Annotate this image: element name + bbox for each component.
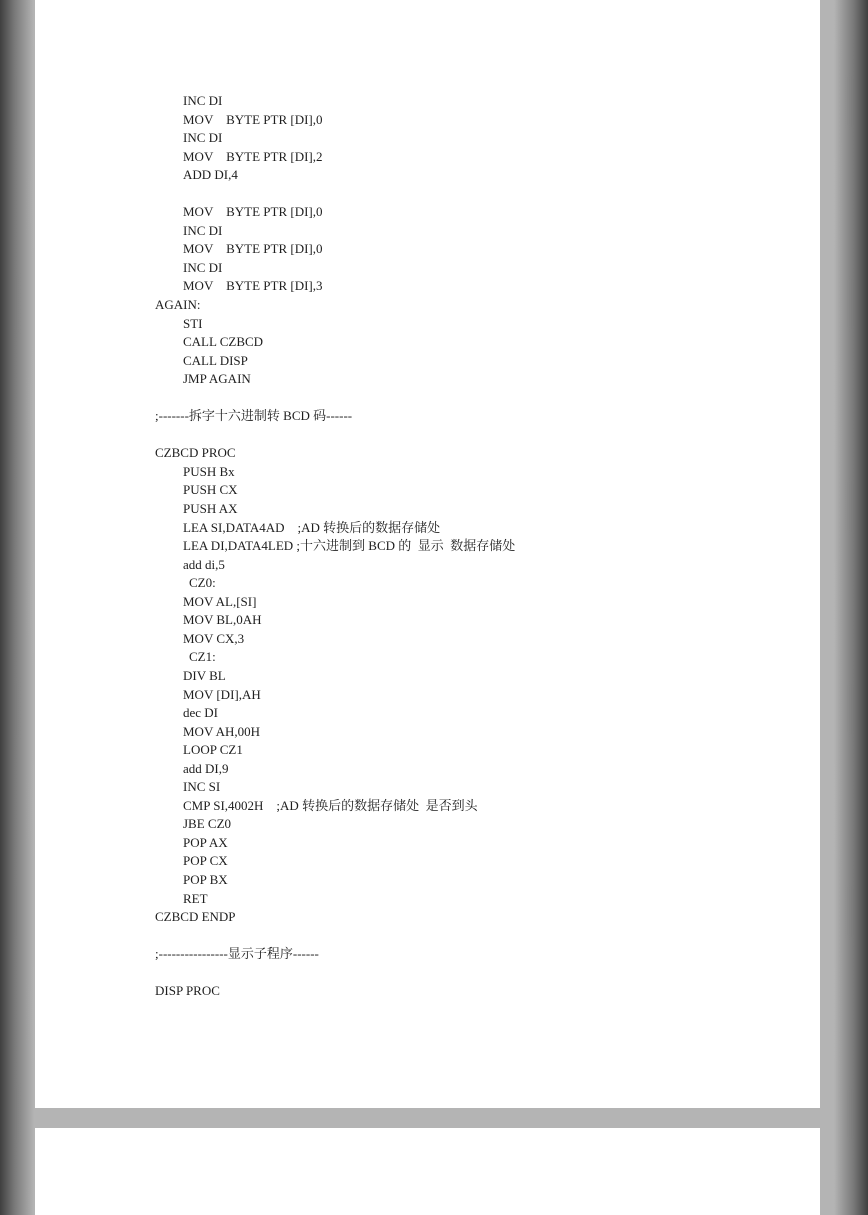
code-line: CALL CZBCD — [183, 334, 264, 350]
code-line: CALL DISP — [183, 352, 248, 368]
code-line: PUSH AX — [183, 501, 238, 517]
document-page — [35, 0, 820, 1108]
code-line: JMP AGAIN — [183, 371, 251, 387]
code-line: MOV BYTE PTR [DI],0 — [183, 241, 323, 257]
code-line: ADD DI,4 — [183, 167, 238, 183]
code-line: ;----------------显示子程序------ — [155, 946, 319, 962]
code-line: INC DI — [183, 259, 223, 275]
blank-line — [35, 389, 367, 408]
code-line: CZBCD ENDP — [155, 909, 236, 925]
code-line: add DI,9 — [183, 760, 229, 776]
document-page-next — [35, 1128, 820, 1215]
code-line: POP AX — [183, 834, 228, 850]
code-line: ;-------拆字十六进制转 BCD 码------ — [155, 408, 353, 424]
code-line: POP BX — [183, 871, 228, 887]
code-line: CZ0: — [189, 575, 216, 591]
code-line: INC SI — [183, 779, 221, 795]
code-line: MOV BYTE PTR [DI],0 — [183, 111, 323, 127]
code-line: CZ1: — [189, 649, 216, 665]
blank-line — [35, 185, 367, 204]
code-line: AGAIN: — [155, 297, 201, 313]
code-line: MOV BYTE PTR [DI],0 — [183, 204, 323, 220]
code-line: CMP SI,4002H ;AD 转换后的数据存储处 是否到头 — [183, 797, 478, 813]
code-line: STI — [183, 315, 203, 331]
code-line: LEA DI,DATA4LED ;十六进制到 BCD 的 显示 数据存储处 — [183, 538, 516, 554]
blank-line — [35, 964, 367, 983]
code-line: MOV [DI],AH — [183, 686, 261, 702]
blank-line — [35, 426, 367, 445]
code-line: add di,5 — [183, 556, 225, 572]
code-line: MOV BYTE PTR [DI],2 — [183, 148, 323, 164]
code-line: MOV AL,[SI] — [183, 593, 257, 609]
code-line: INC DI — [183, 222, 223, 238]
code-line: INC DI — [183, 130, 223, 146]
code-line: PUSH CX — [183, 482, 238, 498]
code-line: MOV AH,00H — [183, 723, 261, 739]
code-line: POP CX — [183, 853, 228, 869]
code-line: dec DI — [183, 705, 219, 721]
code-line: CZBCD PROC — [155, 445, 236, 461]
assembly-code-listing — [35, 92, 516, 1001]
code-line: JBE CZ0 — [183, 816, 232, 832]
code-line: RET — [183, 890, 208, 906]
code-line: MOV BYTE PTR [DI],3 — [183, 278, 323, 294]
code-line: INC DI — [183, 93, 223, 108]
code-line: DIV BL — [183, 667, 226, 683]
blank-line — [35, 927, 367, 946]
code-line: DISP PROC — [155, 983, 220, 999]
code-line: MOV BL,0AH — [183, 612, 262, 628]
code-line: PUSH Bx — [183, 463, 235, 479]
code-line: MOV CX,3 — [183, 630, 245, 646]
code-line: LEA SI,DATA4AD ;AD 转换后的数据存储处 — [183, 519, 441, 535]
code-line: LOOP CZ1 — [183, 742, 243, 758]
